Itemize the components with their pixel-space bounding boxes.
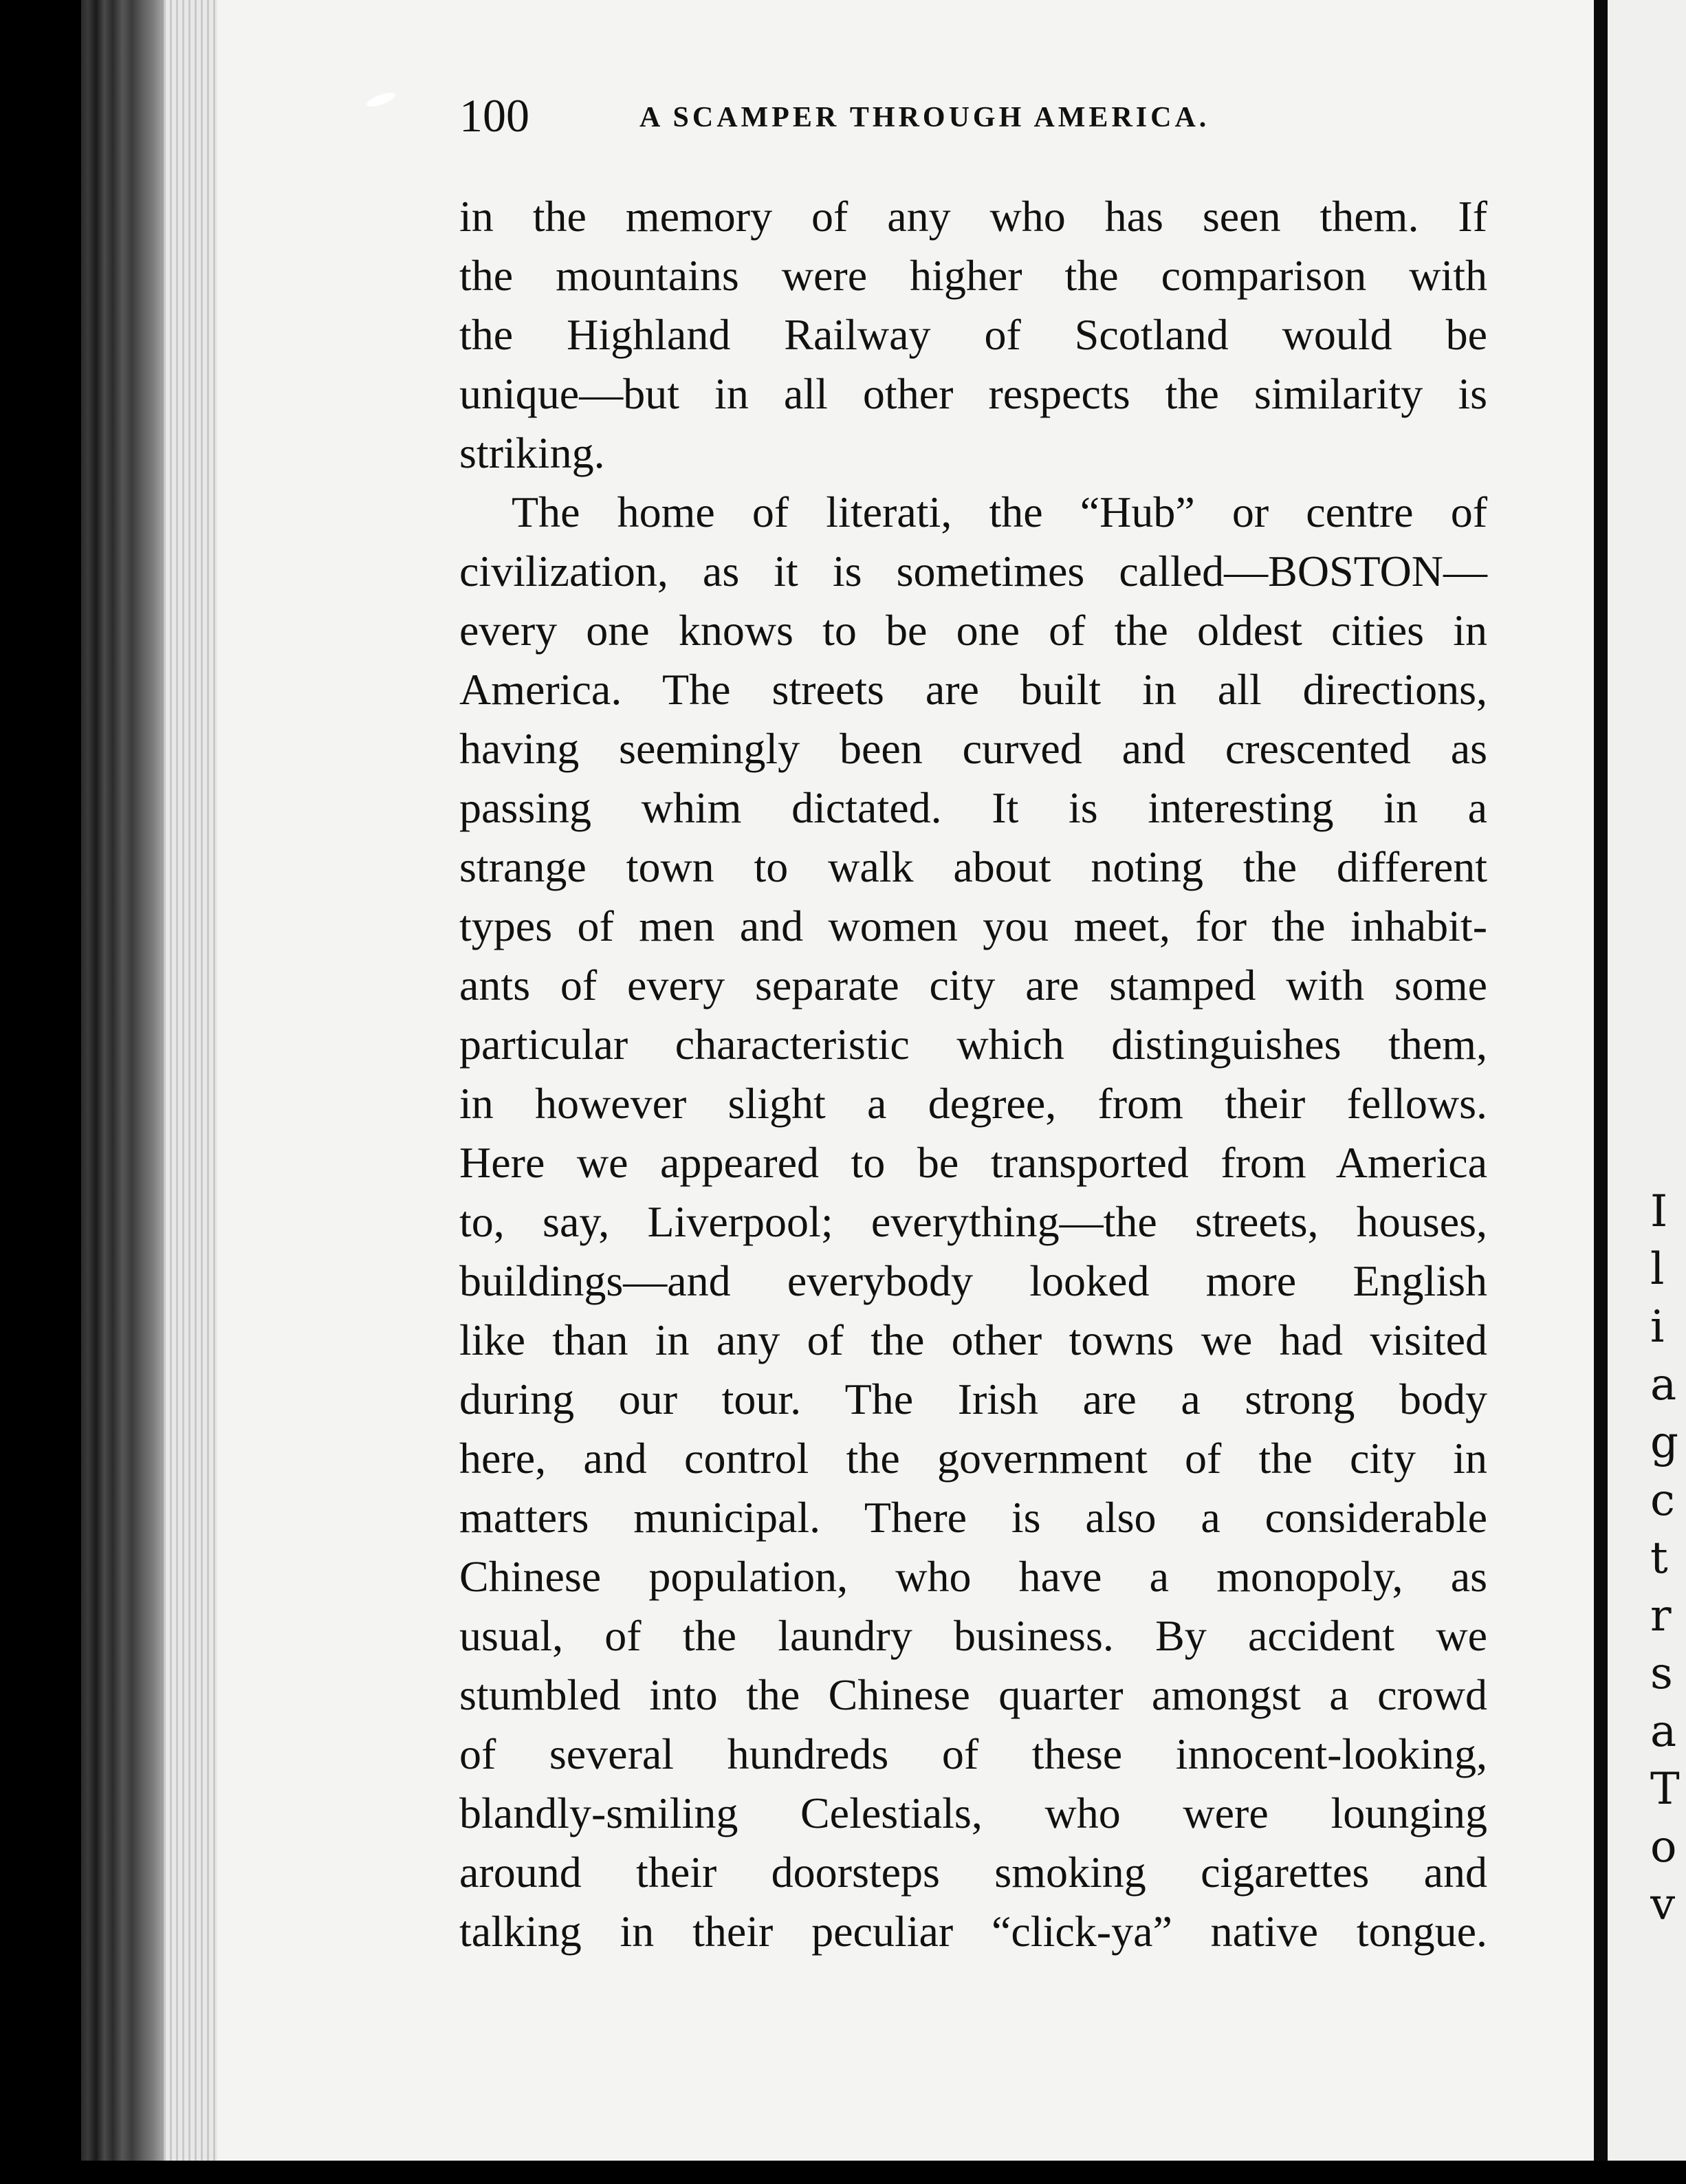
adjacent-page-letter: c <box>1650 1475 1675 1526</box>
text-line: strange town to walk about noting the different <box>459 842 1487 891</box>
text-line: usual, of the laundry business. By accident we <box>459 1611 1487 1660</box>
adjacent-page-letter: s <box>1650 1648 1673 1699</box>
running-title: A SCAMPER THROUGH AMERICA. <box>639 102 1210 133</box>
text-line: like than in any of the other towns we had visited <box>459 1315 1487 1364</box>
adjacent-page-letter: o <box>1650 1822 1677 1872</box>
text-line: striking. <box>459 428 605 477</box>
scan-bottom-border <box>0 2161 1686 2184</box>
adjacent-page-letter: i <box>1650 1302 1665 1353</box>
page-stack-edge <box>164 0 217 2184</box>
text-line: Chinese population, who have a monopoly, as <box>459 1552 1487 1601</box>
book-binding-edge <box>81 0 171 2184</box>
text-line: Here we appeared to be transported from America <box>459 1138 1487 1187</box>
paragraph-start-line: The home of literati, the “Hub” or centre of <box>512 488 1487 536</box>
adjacent-page-text-fragments <box>1650 1183 1686 1934</box>
adjacent-page-letter: l <box>1650 1244 1665 1295</box>
text-line: passing whim dictated. It is interesting in a <box>459 783 1487 832</box>
page-number: 100 <box>459 89 529 142</box>
text-line: buildings—and everybody looked more English <box>459 1256 1487 1305</box>
adjacent-page-letter: I <box>1650 1186 1668 1237</box>
adjacent-page-letter: v <box>1650 1879 1676 1930</box>
page-gutter-shadow <box>1594 0 1608 2184</box>
adjacent-page-letter: r <box>1650 1591 1672 1641</box>
text-line: blandly-smiling Celestials, who were lounging <box>459 1789 1487 1837</box>
text-line: here, and control the government of the city in <box>459 1434 1487 1483</box>
text-line: in however slight a degree, from their fellows. <box>459 1079 1487 1128</box>
text-line: the mountains were higher the comparison with <box>459 251 1487 300</box>
adjacent-page-letter: t <box>1650 1533 1668 1584</box>
adjacent-page-letter: a <box>1650 1706 1677 1757</box>
text-line: having seemingly been curved and crescented as <box>459 724 1487 773</box>
text-line: of several hundreds of these innocent-looking, <box>459 1729 1487 1778</box>
text-line: particular characteristic which distinguishes them, <box>459 1020 1487 1069</box>
text-line: in the memory of any who has seen them. If <box>459 192 1487 241</box>
adjacent-page-letter: g <box>1650 1417 1678 1468</box>
text-line: stumbled into the Chinese quarter amongst a crowd <box>459 1670 1487 1719</box>
text-line: unique—but in all other respects the similarity is <box>459 369 1487 418</box>
text-line: civilization, as it is sometimes called—BOSTON— <box>459 547 1487 596</box>
text-line: during our tour. The Irish are a strong body <box>459 1375 1487 1423</box>
text-line: America. The streets are built in all directions, <box>459 665 1487 714</box>
text-line: matters municipal. There is also a considerable <box>459 1493 1487 1542</box>
adjacent-page-letter: T <box>1650 1764 1680 1815</box>
running-head <box>459 88 1339 143</box>
text-line: around their doorsteps smoking cigarettes and <box>459 1848 1487 1897</box>
text-line: talking in their peculiar “click-ya” native tongue. <box>459 1907 1487 1956</box>
text-line: the Highland Railway of Scotland would be <box>459 310 1487 359</box>
adjacent-page-letter: a <box>1650 1359 1677 1410</box>
text-line: to, say, Liverpool; everything—the streets, houses, <box>459 1197 1487 1246</box>
body-text <box>459 187 1487 1961</box>
text-line: every one knows to be one of the oldest cities in <box>459 606 1487 655</box>
text-line: ants of every separate city are stamped with some <box>459 961 1487 1009</box>
text-line: types of men and women you meet, for the inhabit- <box>459 902 1487 950</box>
